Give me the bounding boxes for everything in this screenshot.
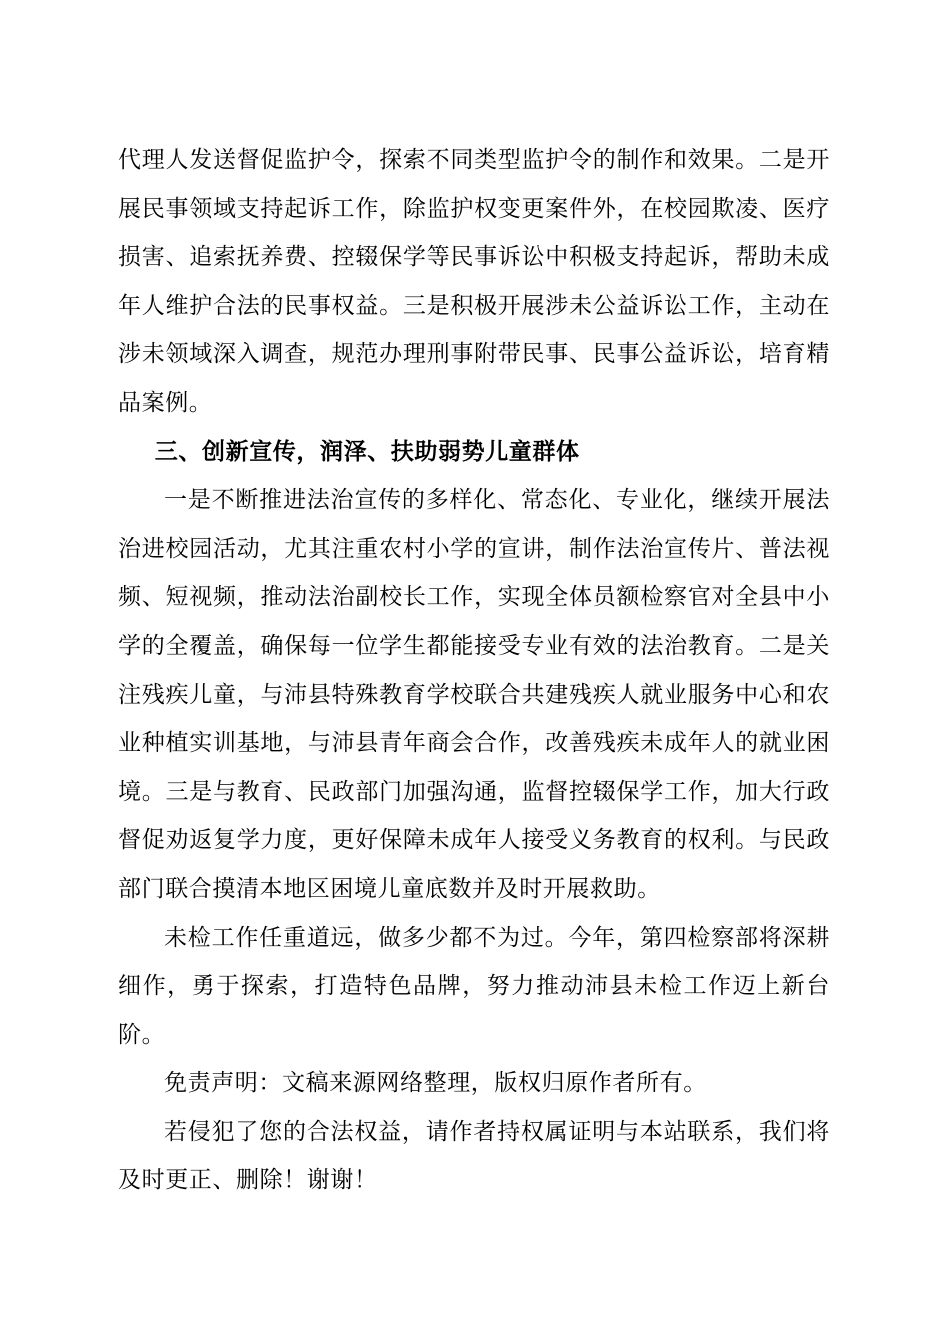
paragraph-civil-litigation: 代理人发送督促监护令，探索不同类型监护令的制作和效果。二是开展民事领域支持起诉工作，除监护权变更案件外，在校园欺凌、医疗损害、追索抚养费、控辍保学等民事诉讼中积极支持起诉，帮助未成年人维护合法的民事权益。三是积极开展涉未公益诉讼工作，主动在涉未领域深入调查，规范办理刑事附带民事、民事公益诉讼，培育精品案例。 (118, 147, 830, 416)
section-heading-3: 三、创新宣传，润泽、扶助弱势儿童群体 (154, 438, 580, 465)
disclaimer-text: 免责声明：文稿来源网络整理，版权归原作者所有。 (164, 1070, 707, 1097)
paragraph-closing: 未检工作任重道远，做多少都不为过。今年，第四检察部将深耕细作，勇于探索，打造特色品牌，努力推动沛县未检工作迈上新台阶。 (118, 924, 830, 1048)
document-body (118, 136, 830, 1205)
paragraph-legal-publicity: 一是不断推进法治宣传的多样化、常态化、专业化，继续开展法治进校园活动，尤其注重农村小学的宣讲，制作法治宣传片、普法视频、短视频，推动法治副校长工作，实现全体员额检察官对全县中小学的全覆盖，确保每一位学生都能接受专业有效的法治教育。二是关注残疾儿童，与沛县特殊教育学校联合共建残疾人就业服务中心和农业种植实训基地，与沛县青年商会合作，改善残疾未成年人的就业困境。三是与教育、民政部门加强沟通，监督控辍保学工作，加大行政督促劝返复学力度，更好保障未成年人接受义务教育的权利。与民政部门联合摸清本地区困境儿童底数并及时开展救助。 (118, 487, 830, 902)
copyright-notice: 若侵犯了您的合法权益，请作者持权属证明与本站联系，我们将及时更正、删除！谢谢！ (118, 1118, 830, 1194)
